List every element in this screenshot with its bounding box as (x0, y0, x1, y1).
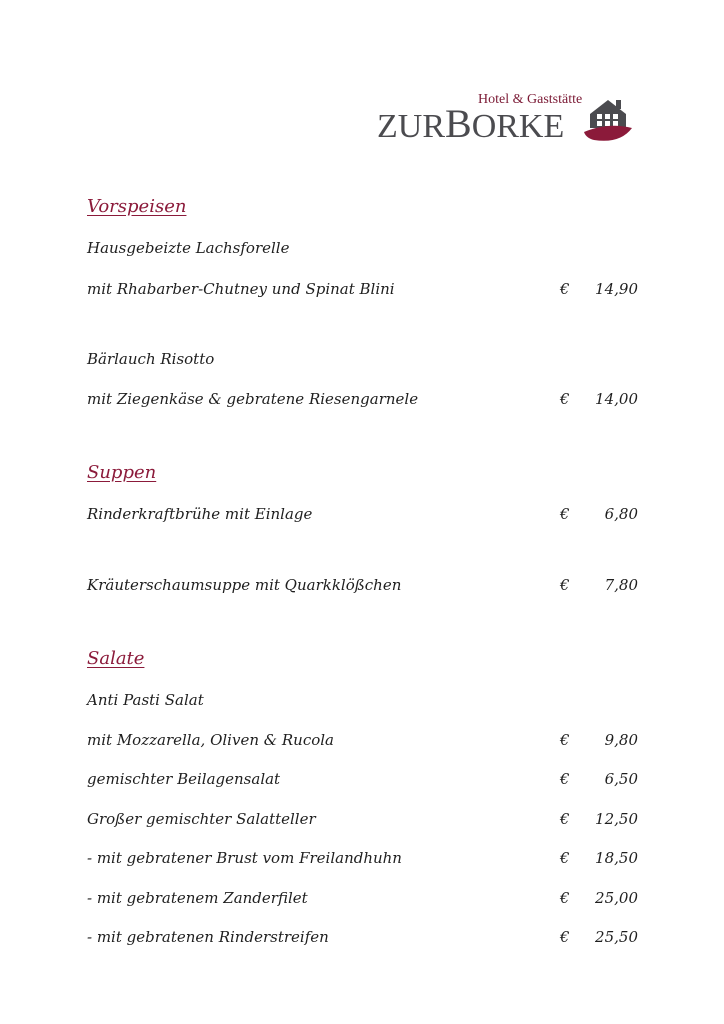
logo-subtitle: Hotel & Gaststätte (478, 92, 583, 107)
menu-item-price: € 9,80 (560, 731, 638, 749)
menu-item-price: € 25,00 (560, 889, 638, 907)
section-heading-vorspeisen: Vorspeisen (87, 196, 187, 217)
menu-item-price: € 14,90 (560, 280, 638, 298)
menu-item-name: Kräuterschaumsuppe mit Quarkklößchen (87, 576, 402, 594)
currency-symbol: € (560, 810, 570, 828)
menu-item-name: - mit gebratener Brust vom Freilandhuhn (87, 849, 402, 867)
section-heading-suppen: Suppen (87, 462, 157, 483)
menu-item-price: € 6,50 (560, 770, 638, 788)
menu-item-name: Hausgebeizte Lachsforelle (87, 239, 290, 257)
menu-item-detail: mit Mozzarella, Oliven & Rucola (87, 731, 334, 749)
currency-symbol: € (560, 889, 570, 907)
logo-wordmark: ZURBORKE (377, 101, 565, 146)
section-heading-salate: Salate (87, 648, 145, 669)
logo (371, 88, 637, 154)
menu-item-price: € 12,50 (560, 810, 638, 828)
menu-item-name: Bärlauch Risotto (87, 350, 215, 368)
currency-symbol: € (560, 280, 570, 298)
house-on-leaf-icon (584, 92, 634, 146)
menu-item-name: - mit gebratenen Rinderstreifen (87, 928, 329, 946)
menu-item-name: Großer gemischter Salatteller (87, 810, 316, 828)
menu-item-price: € 14,00 (560, 390, 638, 408)
menu-item-name: gemischter Beilagensalat (87, 770, 281, 788)
menu-item-name: Rinderkraftbrühe mit Einlage (87, 505, 313, 523)
currency-symbol: € (560, 576, 570, 594)
menu-item-price: € 25,50 (560, 928, 638, 946)
menu-item-price: € 7,80 (560, 576, 638, 594)
currency-symbol: € (560, 731, 570, 749)
menu-item-price: € 6,80 (560, 505, 638, 523)
menu-item-price: € 18,50 (560, 849, 638, 867)
menu-item-detail: mit Ziegenkäse & gebratene Riesengarnele (87, 390, 419, 408)
menu-item-name: - mit gebratenem Zanderfilet (87, 889, 308, 907)
currency-symbol: € (560, 505, 570, 523)
menu-item-detail: mit Rhabarber-Chutney und Spinat Blini (87, 280, 395, 298)
currency-symbol: € (560, 770, 570, 788)
currency-symbol: € (560, 928, 570, 946)
menu-item-name: Anti Pasti Salat (87, 691, 204, 709)
currency-symbol: € (560, 390, 570, 408)
currency-symbol: € (560, 849, 570, 867)
